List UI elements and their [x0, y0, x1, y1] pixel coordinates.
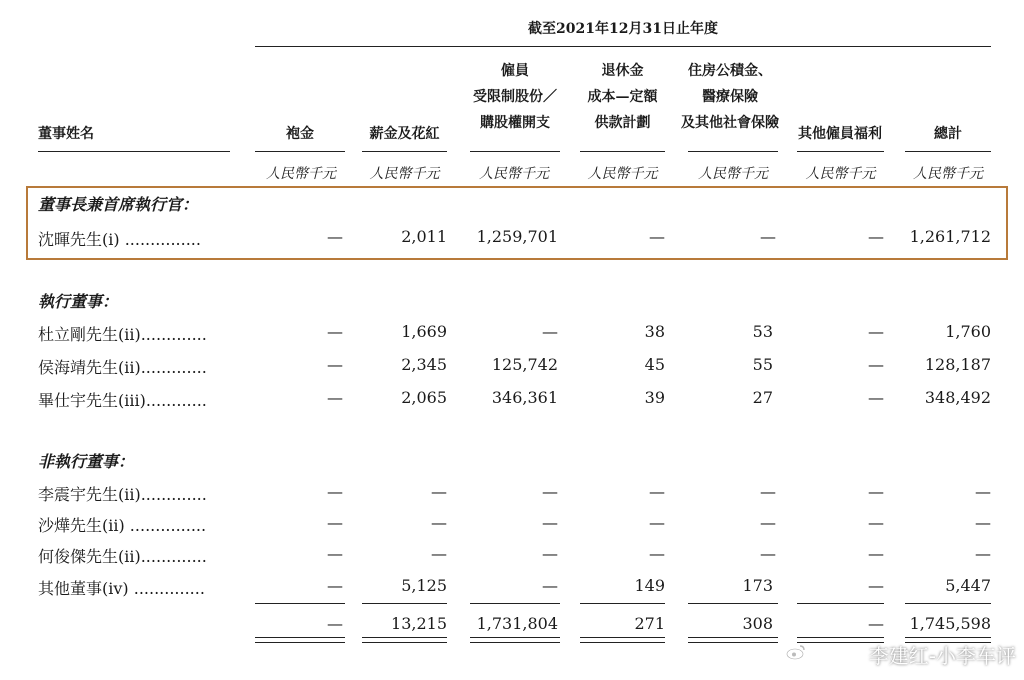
- cell-pension: —: [649, 513, 665, 532]
- col-header-salary: 薪金及花紅: [369, 126, 440, 142]
- cell-total: —: [975, 544, 991, 563]
- unit-fees: 人民幣千元: [266, 166, 336, 182]
- subtotal-rule-total: [905, 603, 991, 604]
- cell-share: 346,361: [491, 388, 558, 407]
- double-rule-share: [470, 637, 560, 643]
- watermark-text: 李建红-小李车评: [868, 644, 1016, 668]
- subtotal-rule-share: [470, 603, 560, 604]
- double-rule-fees: [255, 637, 345, 643]
- unit-total: 人民幣千元: [913, 166, 983, 182]
- cell-housing: 55: [752, 355, 773, 374]
- col-header-name: 董事姓名: [38, 126, 94, 142]
- cell-housing: 27: [752, 388, 773, 407]
- unit-housing: 人民幣千元: [698, 166, 768, 182]
- cell-salary: —: [431, 544, 447, 563]
- cell-fees: —: [327, 227, 343, 246]
- row-name: 畢仕宇先生(iii)............: [38, 391, 207, 410]
- cell-total: 348,492: [924, 388, 991, 407]
- subtotal-rule-housing: [688, 603, 778, 604]
- row-name: 沈暉先生(i) ...............: [38, 230, 201, 249]
- unit-pension: 人民幣千元: [587, 166, 658, 182]
- double-rule-pension: [580, 637, 665, 643]
- total-housing: 308: [742, 614, 773, 633]
- cell-other: —: [868, 388, 884, 407]
- cell-other: —: [868, 355, 884, 374]
- col-rule-total: [905, 151, 991, 152]
- col-rule-fees: [255, 151, 345, 152]
- total-salary: 13,215: [391, 614, 447, 633]
- col-rule-salary: [362, 151, 447, 152]
- cell-salary: —: [431, 482, 447, 501]
- cell-pension: —: [649, 544, 665, 563]
- cell-total: 128,187: [924, 355, 991, 374]
- cell-total: —: [975, 513, 991, 532]
- col-header-pension: 退休金 成本—定額 供款計劃: [587, 63, 658, 131]
- cell-pension: —: [649, 227, 665, 246]
- cell-housing: —: [760, 227, 776, 246]
- col-header-fees: 袍金: [286, 126, 314, 142]
- col-header-housing: 住房公積金、 醫療保險 及其他社會保險: [681, 63, 779, 131]
- unit-share: 人民幣千元: [479, 166, 549, 182]
- col-header-share: 僱員 受限制股份／ 購股權開支: [473, 63, 557, 131]
- cell-share: —: [542, 513, 558, 532]
- row-name: 沙燁先生(ii) ...............: [38, 516, 207, 535]
- unit-salary: 人民幣千元: [369, 166, 440, 182]
- cell-share: 1,259,701: [476, 227, 558, 246]
- row-name: 侯海靖先生(ii).............: [38, 358, 207, 377]
- cell-share: —: [542, 544, 558, 563]
- cell-pension: —: [649, 482, 665, 501]
- cell-other: —: [868, 544, 884, 563]
- cell-fees: —: [327, 388, 343, 407]
- col-rule-pension: [580, 151, 665, 152]
- period-header: 截至2021年12月31日止年度: [528, 21, 718, 37]
- section-title-executive: 執行董事：: [38, 292, 119, 311]
- row-name: 何俊傑先生(ii).............: [38, 547, 207, 566]
- subtotal-rule-pension: [580, 603, 665, 604]
- cell-other: —: [868, 227, 884, 246]
- total-pension: 271: [634, 614, 665, 633]
- cell-housing: —: [760, 482, 776, 501]
- cell-salary: 2,345: [401, 355, 447, 374]
- col-rule-name: [38, 151, 230, 152]
- row-name: 李震宇先生(ii).............: [38, 485, 207, 504]
- col-header-total: 總計: [934, 126, 962, 142]
- section-title-non-executive: 非執行董事：: [38, 452, 135, 471]
- cell-other: —: [868, 322, 884, 341]
- total-fees: —: [327, 614, 343, 633]
- cell-fees: —: [327, 544, 343, 563]
- cell-housing: —: [760, 513, 776, 532]
- cell-salary: 5,125: [401, 576, 447, 595]
- cell-other: —: [868, 576, 884, 595]
- double-rule-salary: [362, 637, 447, 643]
- total-grand: 1,745,598: [909, 614, 991, 633]
- cell-pension: 38: [644, 322, 665, 341]
- cell-total: 5,447: [945, 576, 991, 595]
- cell-fees: —: [327, 576, 343, 595]
- period-rule: [255, 46, 991, 47]
- cell-housing: 53: [752, 322, 773, 341]
- col-header-other: 其他僱員福利: [798, 126, 882, 142]
- cell-fees: —: [327, 513, 343, 532]
- cell-salary: 2,065: [401, 388, 447, 407]
- cell-pension: 149: [634, 576, 665, 595]
- cell-salary: 2,011: [401, 227, 447, 246]
- cell-housing: —: [760, 544, 776, 563]
- cell-total: 1,261,712: [909, 227, 991, 246]
- cell-total: —: [975, 482, 991, 501]
- subtotal-rule-other: [797, 603, 884, 604]
- row-name: 杜立剛先生(ii).............: [38, 325, 207, 344]
- cell-pension: 45: [644, 355, 665, 374]
- cell-fees: —: [327, 322, 343, 341]
- total-other: —: [868, 614, 884, 633]
- cell-share: —: [542, 576, 558, 595]
- cell-share: 125,742: [491, 355, 558, 374]
- total-share: 1,731,804: [476, 614, 558, 633]
- cell-share: —: [542, 322, 558, 341]
- cell-housing: 173: [742, 576, 773, 595]
- weibo-logo-icon: [786, 644, 806, 660]
- cell-other: —: [868, 482, 884, 501]
- double-rule-housing: [688, 637, 778, 643]
- cell-salary: —: [431, 513, 447, 532]
- col-rule-housing: [688, 151, 778, 152]
- col-rule-other: [797, 151, 884, 152]
- subtotal-rule-fees: [255, 603, 345, 604]
- cell-total: 1,760: [945, 322, 991, 341]
- cell-share: —: [542, 482, 558, 501]
- cell-other: —: [868, 513, 884, 532]
- row-name: 其他董事(iv) ..............: [38, 579, 205, 598]
- cell-fees: —: [327, 482, 343, 501]
- section-title-chairman: 董事長兼首席執行官：: [38, 195, 199, 214]
- subtotal-rule-salary: [362, 603, 447, 604]
- cell-pension: 39: [644, 388, 665, 407]
- cell-fees: —: [327, 355, 343, 374]
- cell-salary: 1,669: [401, 322, 447, 341]
- unit-other: 人民幣千元: [805, 166, 876, 182]
- col-rule-share: [470, 151, 560, 152]
